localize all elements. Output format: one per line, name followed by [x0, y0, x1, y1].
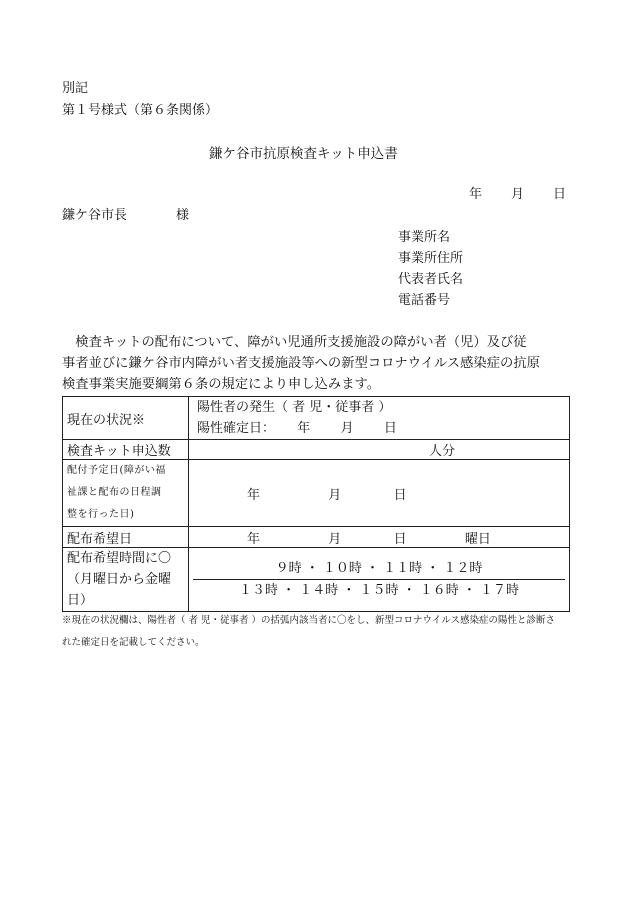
form-number: 第１号様式（第６条関係）	[62, 103, 219, 118]
row-hope-time	[63, 548, 570, 612]
hope-day: 日	[393, 531, 407, 547]
field-office-name: 事業所名	[398, 230, 451, 245]
schedule-label-line: 配付予定日(障がい福	[67, 465, 166, 476]
hope-weekday: 曜日	[464, 531, 491, 547]
row-schedule	[63, 460, 570, 527]
kit-unit: 人分	[429, 444, 456, 459]
body-line: 検査キットの配布について、障がい児通所支援施設の障がい者（児）及び従	[62, 335, 527, 350]
status-year: 年	[297, 421, 311, 436]
kit-count-input[interactable]	[189, 440, 570, 460]
body-line: 事者並びに鎌ケ谷市内障がい者支援施設等への新型コロナウイルス感染症の抗原	[62, 356, 540, 371]
hope-time-label-line: 配布希望時間に〇	[67, 551, 172, 566]
date-month: 月	[511, 187, 525, 202]
field-office-address: 事業所住所	[398, 251, 464, 266]
schedule-label-line: 整を行った日)	[67, 509, 135, 520]
status-line2	[197, 418, 565, 439]
footnote	[62, 610, 572, 654]
footnote-line: れた確定日を記載してください。	[62, 637, 205, 648]
hope-time-label-line: 日）	[67, 593, 94, 608]
schedule-month: 月	[328, 487, 342, 503]
addressee-honorific: 様	[176, 208, 190, 223]
hope-time-label	[63, 548, 189, 612]
status-day: 日	[383, 421, 397, 436]
status-line1: 陽性者の発生（ 者 児・従事者 ）	[197, 400, 392, 415]
hope-time-label-line: （月曜日から金曜	[67, 572, 172, 587]
document-title: 鎌ケ谷市抗原検査キット申込書	[209, 146, 398, 162]
hope-year: 年	[247, 531, 261, 547]
hope-time-options	[189, 548, 570, 612]
kit-count-label: 検査キット申込数	[63, 440, 189, 460]
schedule-date-input[interactable]	[189, 460, 570, 527]
date-day: 日	[553, 187, 567, 202]
body-paragraph	[62, 332, 572, 395]
status-month: 月	[340, 421, 354, 436]
row-kit-count	[63, 440, 570, 460]
field-representative: 代表者氏名	[398, 272, 464, 287]
application-table	[62, 396, 570, 612]
addressee-name: 鎌ケ谷市長	[62, 208, 128, 223]
hope-month: 月	[328, 531, 342, 547]
hope-date-label: 配布希望日	[63, 527, 189, 548]
date-year: 年	[469, 187, 483, 202]
field-phone: 電話番号	[398, 293, 451, 308]
body-line: 検査事業実施要綱第６条の規定により申し込みます。	[62, 377, 381, 392]
row-hope-date	[63, 527, 570, 548]
status-label: 現在の状況※	[63, 397, 189, 440]
schedule-label	[63, 460, 189, 527]
schedule-day: 日	[393, 487, 407, 503]
hope-date-input[interactable]	[189, 527, 570, 548]
time-options-morning[interactable]: ９時 ・ １０時 ・ １１時 ・ １２時	[193, 558, 565, 580]
footnote-line: ※現在の状況欄は、陽性者（ 者 児・従事者 ）の括弧内該当者に〇をし、新型コロナウイルス感染症の陽性と診断さ	[62, 615, 555, 626]
status-input[interactable]	[189, 397, 570, 440]
schedule-year: 年	[247, 487, 261, 503]
time-options-afternoon[interactable]: １３時 ・ １４時 ・ １５時 ・ １６時 ・ １７時	[238, 583, 520, 598]
status-date-label: 陽性確定日：	[197, 421, 276, 436]
schedule-label-line: 祉課と配布の日程調	[67, 487, 162, 498]
appendix-label: 別記	[62, 81, 89, 96]
row-status	[63, 397, 570, 440]
